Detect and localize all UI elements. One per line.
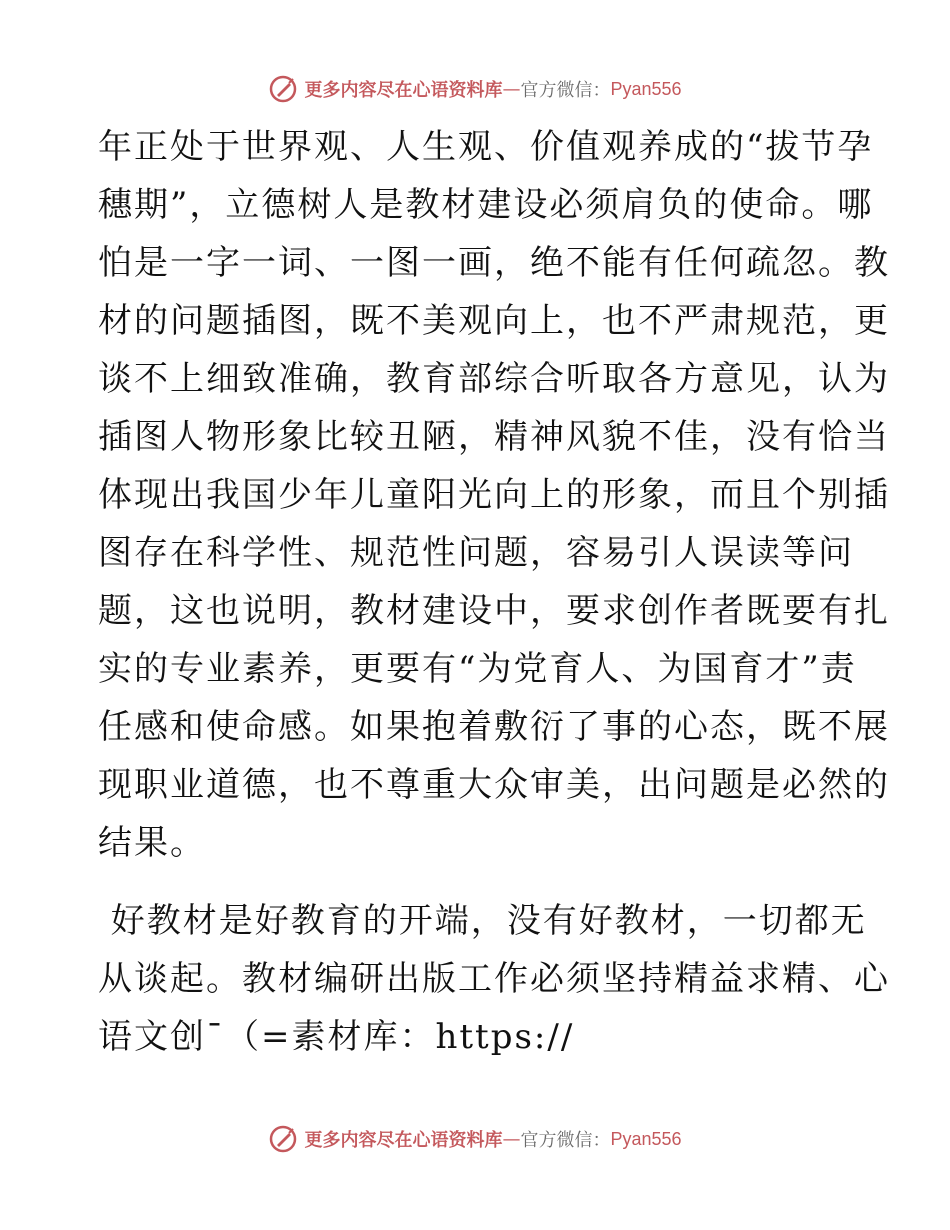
text-line: 年正处于世界观、人生观、价值观养成的“拔节孕 xyxy=(98,127,874,167)
text-line: 从谈起。教材编研出版工作必须坚持精益求精、心 xyxy=(98,959,890,999)
header-wechat-id: Pyan556 xyxy=(610,78,682,99)
text-line: 现职业道德，也不尊重大众审美，出问题是必然的 xyxy=(98,765,890,805)
text-line: 图存在科学性、规范性问题，容易引人误读等问 xyxy=(98,533,854,573)
header-dash: — xyxy=(502,78,521,100)
text-line: 任感和使命感。如果抱着敷衍了事的心态，既不展 xyxy=(98,707,890,747)
footer-wechat-label: 官方微信： xyxy=(520,1130,611,1151)
text-line: 插图人物形象比较丑陋，精神风貌不佳，没有恰当 xyxy=(98,417,890,457)
text-line: 语文创¯（=素材库：https:// xyxy=(98,1017,575,1057)
text-line: 好教材是好教育的开端，没有好教材，一切都无 xyxy=(98,901,867,941)
paragraph-2 xyxy=(98,892,890,1066)
paragraph-gap xyxy=(98,872,858,892)
text-line: 题，这也说明，教材建设中，要求创作者既要有扎 xyxy=(98,591,890,631)
paragraph-1 xyxy=(98,118,890,872)
text-line: 穗期”，立德树人是教材建设必须肩负的使命。哪 xyxy=(98,185,874,225)
text-line: 材的问题插图，既不美观向上，也不严肃规范，更 xyxy=(98,301,890,341)
text-line: 体现出我国少年儿童阳光向上的形象，而且个别插 xyxy=(98,475,890,515)
text-line: 怕是一字一词、一图一画，绝不能有任何疏忽。教 xyxy=(98,243,890,283)
header-wechat-label: 官方微信： xyxy=(520,80,611,101)
quill-logo-icon xyxy=(268,74,298,104)
quill-logo-icon xyxy=(268,1124,298,1154)
footer-wechat-id: Pyan556 xyxy=(610,1128,682,1149)
text-line: 结果。 xyxy=(98,823,206,863)
header-banner xyxy=(0,74,950,104)
text-line: 实的专业素养，更要有“为党育人、为国育才”责 xyxy=(98,649,857,689)
text-line: 谈不上细致准确，教育部综合听取各方意见，认为 xyxy=(98,359,890,399)
header-site-text: 更多内容尽在心语资料库 xyxy=(304,80,503,101)
footer-banner xyxy=(0,1124,950,1154)
footer-dash: — xyxy=(502,1128,521,1150)
footer-site-text: 更多内容尽在心语资料库 xyxy=(304,1130,503,1151)
document-body xyxy=(98,118,890,1066)
